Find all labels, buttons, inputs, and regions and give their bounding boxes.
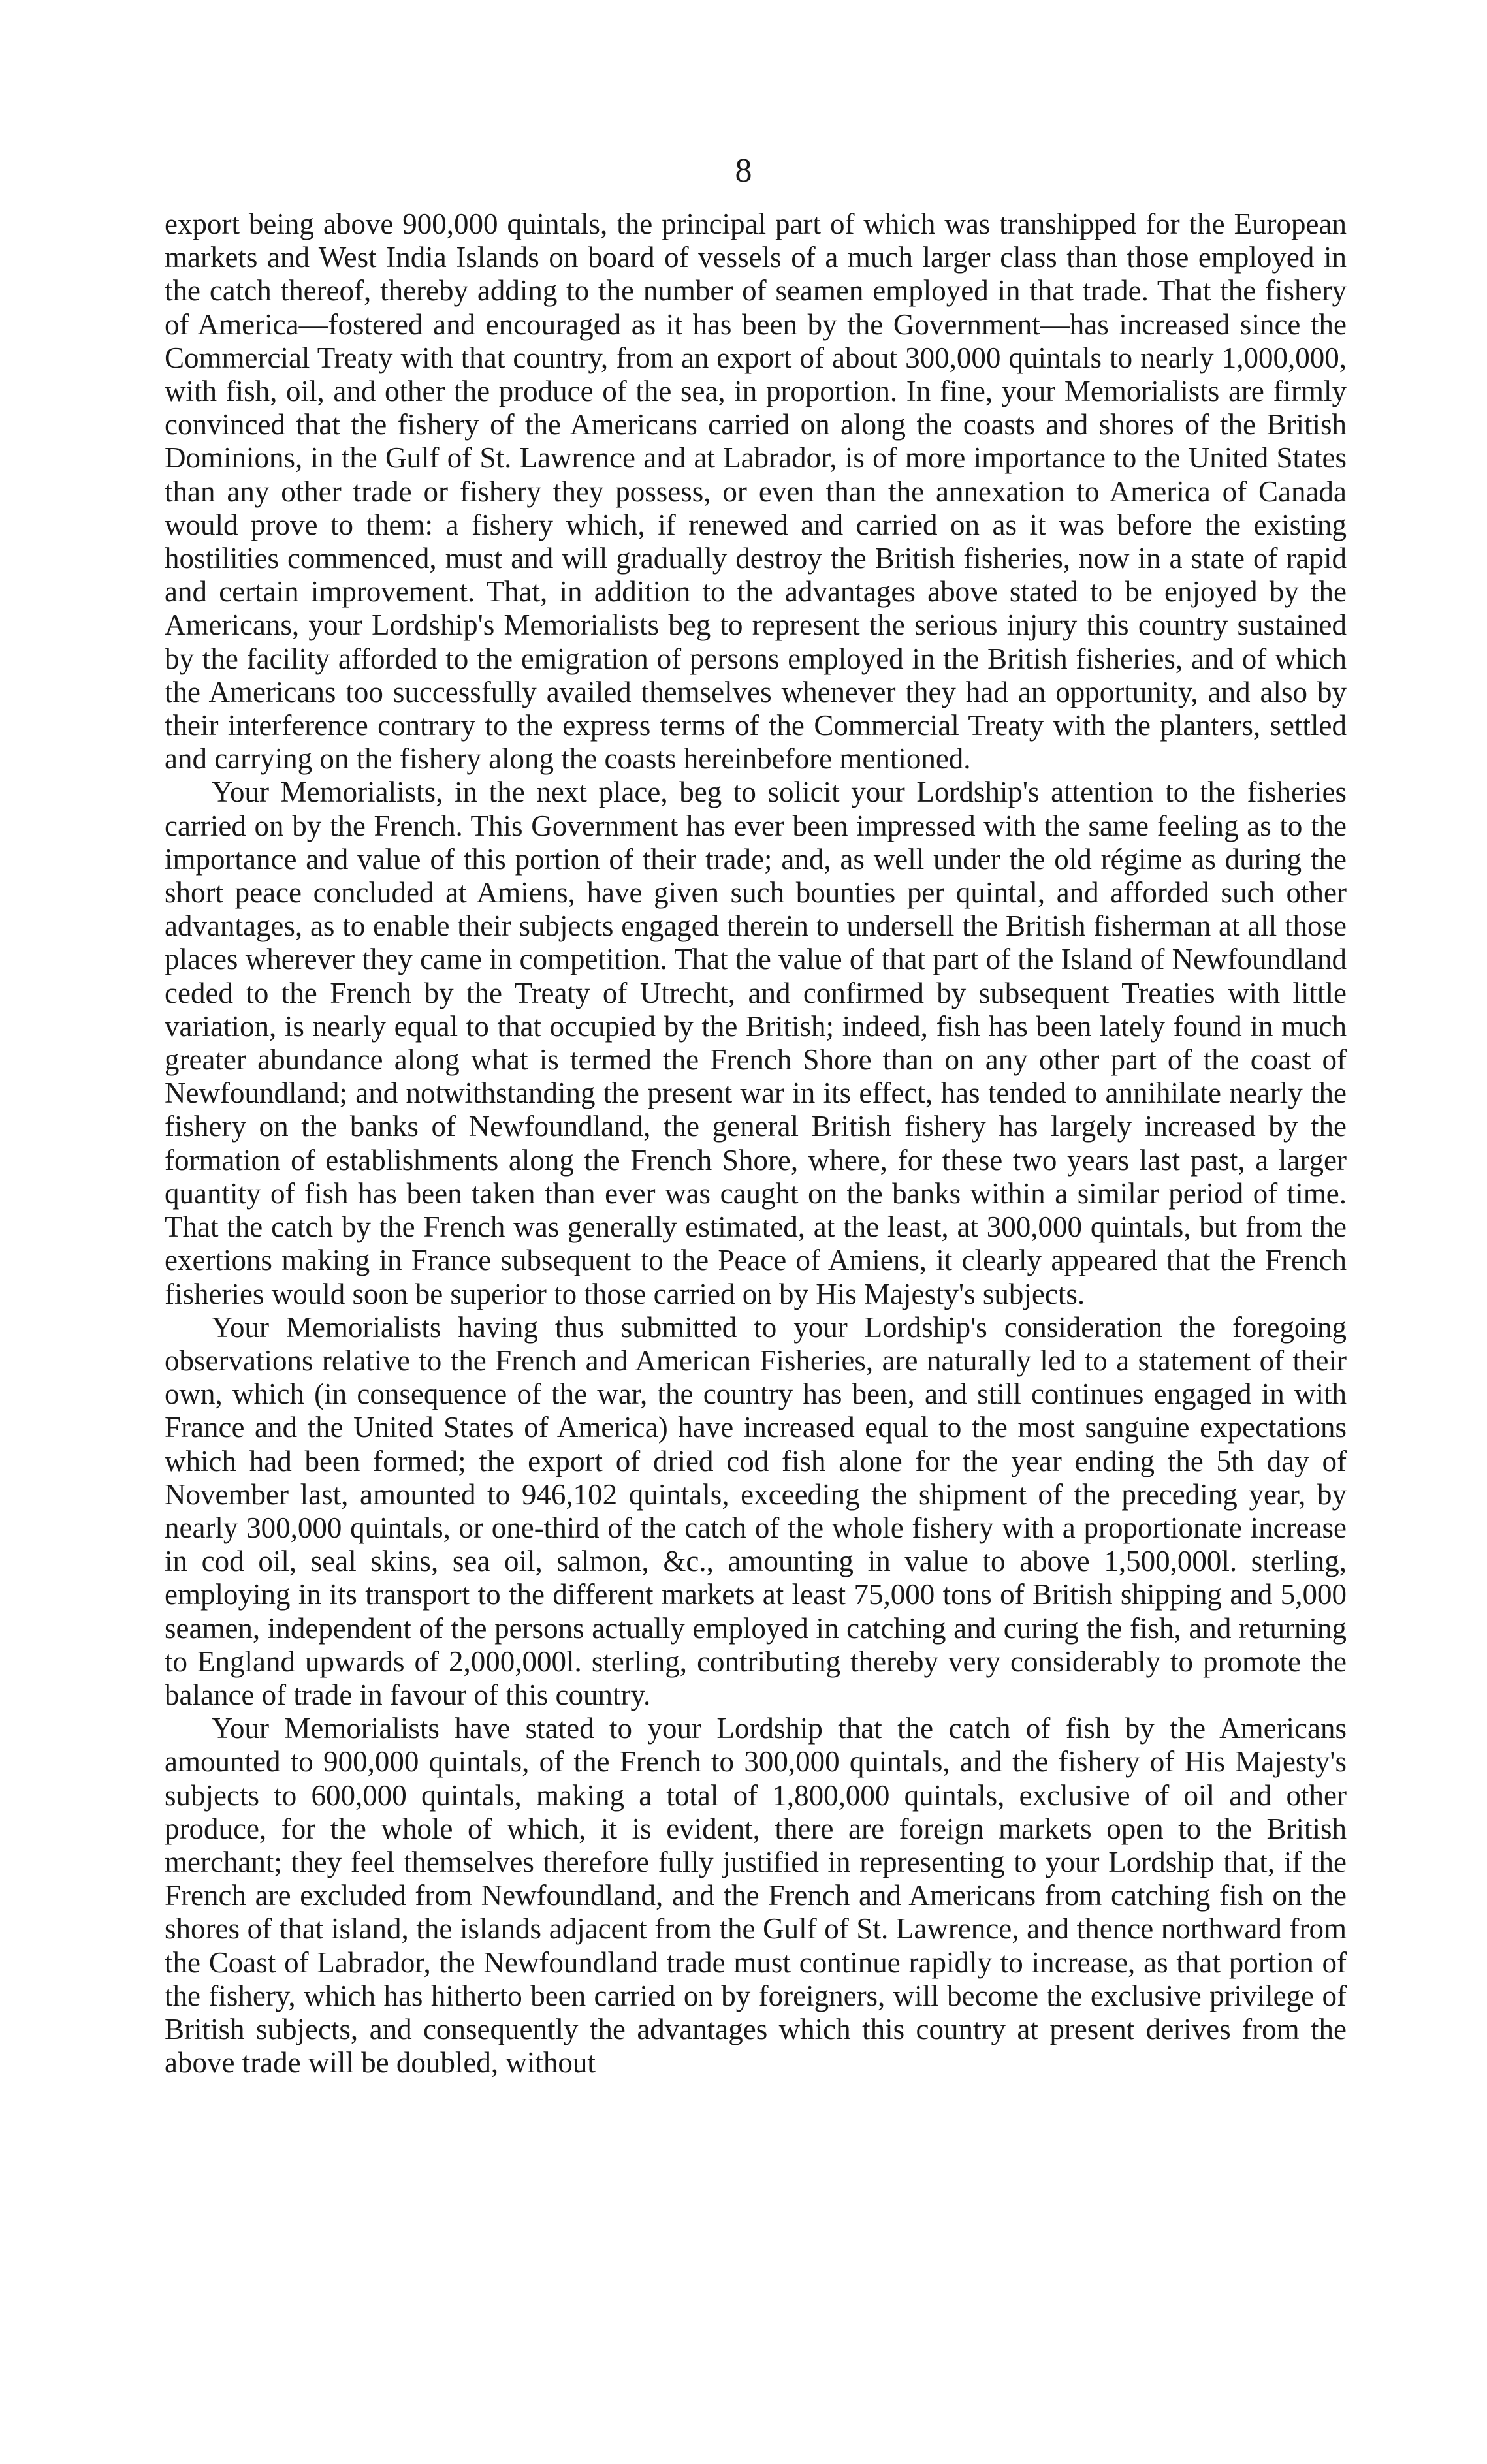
page-number: 8 [735, 152, 752, 189]
body-text [165, 208, 1347, 2079]
paragraph-american-fishery: export being above 900,000 quintals, the principal part of which was transhipped for the European markets and West India Islands on board of vessels of a much larger class than those employed in the catch thereof, thereby adding to the number of seamen employed in that trade. That the fishery of America—fostered and encouraged as it has been by the Government—has increased since the Commercial Treaty with that country, from an export of about 300,000 quintals to nearly 1,000,000, with fish, oil, and other the produce of the sea, in proportion. In fine, your Memorialists are firmly convinced that the fishery of the Americans carried on along the coasts and shores of the British Dominions, in the Gulf of St. Lawrence and at Labrador, is of more importance to the United States than any other trade or fishery they possess, or even than the annexation to America of Canada would prove to them: a fishery which, if renewed and carried on as it was before the existing hostilities commenced, must and will gradually destroy the British fisheries, now in a state of rapid and certain improvement. That, in addition to the advantages above stated to be enjoyed by the Americans, your Lordship's Memorialists beg to represent the serious injury this country sustained by the facility afforded to the emigration of persons employed in the British fisheries, and of which the Americans too successfully availed themselves whenever they had an opportunity, and also by their interference contrary to the express terms of the Commercial Treaty with the planters, settled and carrying on the fishery along the coasts hereinbefore mentioned. [165, 208, 1347, 776]
paragraph-total-catch: Your Memorialists have stated to your Lordship that the catch of fish by the Americans amounted to 900,000 quintals, of the French to 300,000 quintals, and the fishery of His Majesty's subjects to 600,000 quintals, making a total of 1,800,000 quintals, exclusive of oil and other produce, for the whole of which, it is evident, there are foreign markets open to the British merchant; they feel themselves therefore fully justified in representing to your Lordship that, if the French are excluded from Newfoundland, and the French and Americans from catching fish on the shores of that island, the islands adjacent from the Gulf of St. Lawrence, and thence northward from the Coast of Labrador, the Newfoundland trade must continue rapidly to increase, as that portion of the fishery, which has hitherto been carried on by foreigners, will become the exclusive privilege of British subjects, and consequently the advantages which this country at present derives from the above trade will be doubled, without [165, 1712, 1347, 2079]
paragraph-british-fishery: Your Memorialists having thus submitted to your Lordship's consideration the foregoing observations relative to the French and American Fisheries, are naturally led to a statement of their own, which (in consequence of the war, the country has been, and still continues engaged in with France and the United States of America) have increased equal to the most sanguine expectations which had been formed; the export of dried cod fish alone for the year ending the 5th day of November last, amounted to 946,102 quintals, exceeding the shipment of the preceding year, by nearly 300,000 quintals, or one-third of the catch of the whole fishery with a proportionate increase in cod oil, seal skins, sea oil, salmon, &c., amounting in value to above 1,500,000l. sterling, employing in its transport to the different markets at least 75,000 tons of British shipping and 5,000 seamen, independent of the persons actually employed in catching and curing the fish, and returning to England upwards of 2,000,000l. sterling, contributing thereby very considerably to promote the balance of trade in favour of this country. [165, 1310, 1347, 1711]
paragraph-french-fishery: Your Memorialists, in the next place, beg to solicit your Lordship's attention to the fisheries carried on by the French. This Government has ever been impressed with the same feeling as to the importance and value of this portion of their trade; and, as well under the old régime as during the short peace concluded at Amiens, have given such bounties per quintal, and afforded such other advantages, as to enable their subjects engaged therein to undersell the British fisherman at all those places wherever they came in competition. That the value of that part of the Island of Newfoundland ceded to the French by the Treaty of Utrecht, and confirmed by subsequent Treaties with little variation, is nearly equal to that occupied by the British; indeed, fish has been lately found in much greater abundance along what is termed the French Shore than on any other part of the coast of Newfoundland; and notwithstanding the present war in its effect, has tended to annihilate nearly the fishery on the banks of Newfoundland, the general British fishery has largely increased by the formation of establishments along the French Shore, where, for these two years last past, a larger quantity of fish has been taken than ever was caught on the banks within a similar period of time. That the catch by the French was generally estimated, at the least, at 300,000 quintals, but from the exertions making in France subsequent to the Peace of Amiens, it clearly appeared that the French fisheries would soon be superior to those carried on by His Majesty's subjects. [165, 776, 1347, 1310]
